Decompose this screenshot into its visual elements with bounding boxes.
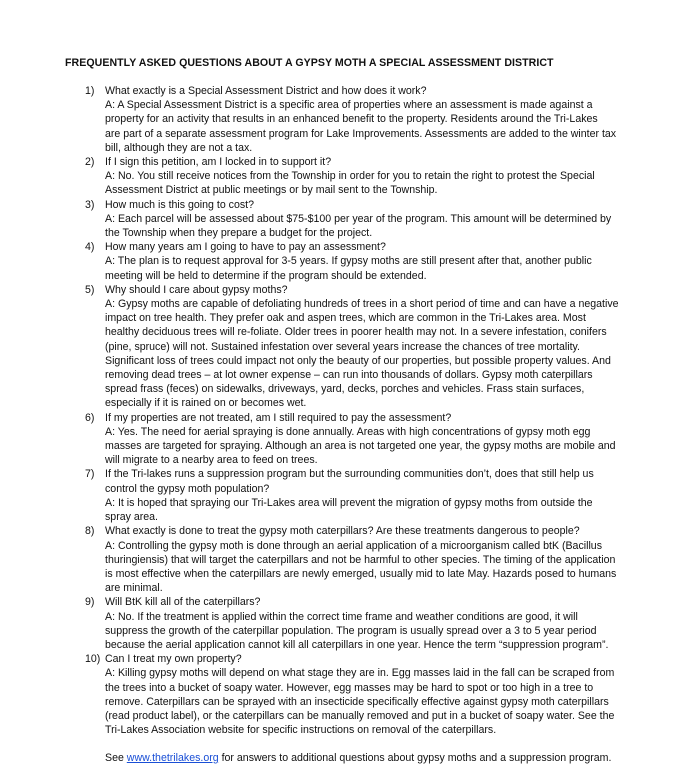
website-link[interactable]: www.thetrilakes.org [126,752,219,764]
faq-answer-line: A: No. If the treatment is applied within the correct time frame and weather conditions are good, it will [105,610,578,623]
faq-question: What exactly is a Special Assessment District and how does it work? [105,85,427,97]
faq-number: 6) [85,411,95,424]
faq-question: What exactly is done to treat the gypsy moth caterpillars? Are these treatments dangerous to people? [105,525,580,538]
faq-answer-line: suppress the growth of the caterpillar population. The program is usually spread over a 3 to 5 year period [105,624,597,637]
faq-number: 7) [85,468,95,481]
faq-item [0,595,691,652]
faq-answer-line: A: Killing gypsy moths will depend on what stage they are in. Egg masses laid in the fall can be scraped from [105,667,615,680]
faq-body [105,198,633,241]
faq-answer-line: Significant loss of trees could impact not only the beauty of our properties, but possible property values. And [105,354,611,367]
faq-answer-line: A: Controlling the gypsy moth is done through an aerial application of a microorganism called btK (Bacillus [105,539,602,552]
faq-body [105,240,633,283]
faq-item [0,198,691,241]
faq-answer-line: (read product label), or the caterpillars can be manually removed and put in a bucket of soapy water. See the [105,709,615,722]
faq-answer-line: A: Yes. The need for aerial spraying is done annually. Areas with high concentrations of gypsy moth egg [105,425,591,438]
faq-question: Will BtK kill all of the caterpillars? [105,596,261,609]
faq-answer-line: bill, although they are not a tax. [105,141,253,154]
faq-question: If the Tri-lakes runs a suppression program but the surrounding communities don’t, does that still help us [105,468,594,481]
document-title: FREQUENTLY ASKED QUESTIONS ABOUT A GYPSY MOTH A SPECIAL ASSESSMENT DISTRICT [65,57,554,69]
faq-answer-line: the Township when they prepare a budget for the project. [105,227,373,240]
faq-number: 3) [85,198,95,211]
faq-answer-line: A: No. You still receive notices from the Township in order for you to retain the right to protest the Special [105,170,595,183]
faq-body [105,411,633,468]
faq-body [105,283,633,411]
faq-answer-line: remove. Caterpillars can be sprayed with an insecticide specifically effective against gypsy moth caterpillars [105,695,609,708]
faq-body [105,155,633,198]
faq-answer-line: especially if it is rained on or becomes wet. [105,397,307,410]
faq-body [105,84,633,155]
faq-answer-line: spread frass (feces) on sidewalks, driveways, yard, decks, porches and vehicles. Frass stain surfaces, [105,383,585,396]
faq-number: 10) [85,653,101,666]
faq-answer-line: thuringiensis) that will target the caterpillars and not be harmful to other species. The timing of the application [105,553,616,566]
faq-answer-line: Tri-Lakes Association website for specific instructions on removal of the caterpillars. [105,724,497,737]
faq-answer-line: masses are targeted for spraying. Although an area is not targeted one year, the gypsy moths are mobile and [105,440,616,453]
faq-item [0,84,691,155]
faq-answer-line: are minimal. [105,582,163,595]
faq-answer-line: removing dead trees – at lot owner expense – can run into thousands of dollars. Gypsy moth caterpillars [105,369,593,382]
faq-item [0,524,691,595]
faq-item [0,652,691,737]
faq-body [105,524,633,595]
faq-number: 4) [85,241,95,254]
faq-number: 2) [85,156,95,169]
faq-answer-line: is most effective when the caterpillars are newly emerged, usually mid to late May. Hazards posed to humans [105,567,617,580]
faq-number: 8) [85,525,95,538]
faq-answer-line: control the gypsy moth population? [105,482,270,495]
footer-prefix: See [105,752,127,764]
faq-answer-line: the trees into a bucket of soapy water. However, egg masses may be hard to spot or too high in a tree to [105,681,594,694]
faq-answer-line: meeting will be held to determine if the program should be extended. [105,269,427,282]
faq-item [0,411,691,468]
faq-question: How many years am I going to have to pay an assessment? [105,241,386,254]
faq-answer-line: A: Gypsy moths are capable of defoliating hundreds of trees in a short period of time and can have a negative [105,298,619,311]
faq-answer-line: A: The plan is to request approval for 3-5 years. If gypsy moths are still present after that, another public [105,255,592,268]
faq-question: How much is this going to cost? [105,198,254,211]
faq-answer-line: A: A Special Assessment District is a specific area of properties where an assessment is made against a [105,99,593,112]
faq-answer-line: A: It is hoped that spraying our Tri-Lakes area will prevent the migration of gypsy moths from outside the [105,496,593,509]
faq-item [0,155,691,198]
faq-answer-line: will migrate to a nearby area to feed on trees. [105,454,318,467]
faq-answer-line: healthy deciduous trees will re-foliate. Older trees in poorer health may not. In a severe infestation, conifers [105,326,607,339]
faq-body [105,467,633,524]
faq-number: 5) [85,283,95,296]
faq-list [0,84,691,737]
faq-answer-line: Assessment District at public meetings or by mail sent to the Township. [105,184,438,197]
faq-answer-line: (pine, spruce) will not. Sustained infestation over several years increase the chances of tree mortality. [105,340,580,353]
faq-answer-line: A: Each parcel will be assessed about $75-$100 per year of the program. This amount will be determined by [105,212,612,225]
faq-question: If my properties are not treated, am I still required to pay the assessment? [105,411,452,424]
faq-item [0,240,691,283]
footer-suffix: for answers to additional questions about gypsy moths and a suppression program. [218,752,612,764]
faq-item [0,283,691,411]
faq-question: If I sign this petition, am I locked in to support it? [105,156,332,169]
faq-question: Can I treat my own property? [105,653,242,666]
faq-number: 9) [85,596,95,609]
faq-answer-line: spray area. [105,511,158,524]
faq-answer-line: because the aerial application cannot kill all caterpillars in one year. Hence the term “suppression program”. [105,638,609,651]
faq-body [105,652,633,737]
faq-question: Why should I care about gypsy moths? [105,283,288,296]
faq-number: 1) [85,85,95,97]
faq-item [0,467,691,524]
footer-note [105,752,611,764]
faq-answer-line: are part of a separate assessment program for Lake Improvements. Assessments are added to the winter tax [105,127,617,140]
faq-answer-line: property for an activity that results in an enhanced benefit to the property. Residents around the Tri-Lakes [105,113,598,126]
faq-answer-line: impact on tree health. They prefer oak and aspen trees, which are common in the Tri-Lakes area. Most [105,312,586,325]
faq-body [105,595,633,652]
